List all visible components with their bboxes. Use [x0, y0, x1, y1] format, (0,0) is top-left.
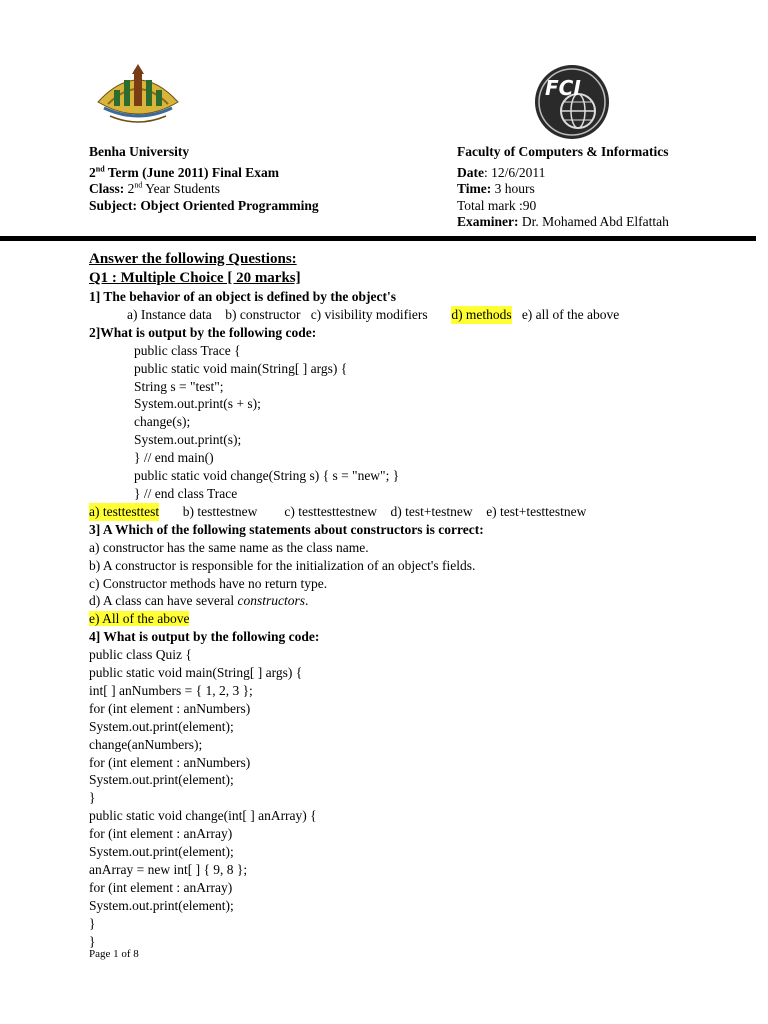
code-line: int[ ] anNumbers = { 1, 2, 3 };	[89, 682, 253, 698]
option-c: c) visibility modifiers	[310, 306, 428, 322]
option-b: b) constructor	[225, 306, 301, 322]
question-3-option-a: a) constructor has the same name as the class name.	[89, 539, 369, 555]
exam-subject: Subject: Object Oriented Programming	[89, 198, 319, 213]
question-3-option-e	[89, 610, 729, 628]
code-line: System.out.print(s + s);	[134, 396, 261, 412]
option-c: c) testtesttestnew	[284, 503, 377, 519]
question-3-option-c: c) Constructor methods have no return type.	[89, 575, 328, 591]
question-2-prompt: 2]What is output by the following code:	[89, 324, 317, 340]
code-line: }	[89, 915, 96, 931]
exam-date: Date: 12/6/2011	[457, 165, 546, 180]
exam-time: Time: 3 hours	[457, 181, 535, 196]
option-a-highlighted: a) testtesttest	[89, 503, 160, 519]
page-number: Page 1 of 8	[89, 948, 139, 960]
option-a: a) Instance data	[127, 306, 212, 322]
fci-logo	[533, 63, 611, 141]
code-line: public static void main(String[ ] args) {	[89, 665, 303, 681]
question-3-prompt: 3] A Which of the following statements about constructors is correct:	[89, 521, 484, 537]
exam-class: Class: 2nd Year Students	[89, 180, 221, 196]
q1-section-title: Q1 : Multiple Choice [ 20 marks]	[89, 270, 301, 286]
code-line: }	[89, 933, 96, 949]
code-line: public class Quiz {	[89, 647, 192, 663]
code-line: System.out.print(s);	[134, 432, 242, 448]
question-3-option-b: b) A constructor is responsible for the initialization of an object's fields.	[89, 557, 476, 573]
code-line: }	[89, 790, 96, 806]
option-e: e) all of the above	[521, 306, 620, 322]
code-line: System.out.print(element);	[89, 718, 234, 734]
benha-university-seal	[94, 64, 182, 134]
code-line: change(anNumbers);	[89, 736, 203, 752]
option-b: b) testtestnew	[182, 503, 258, 519]
code-line: public static void change(String s) { s = "new"; }	[134, 468, 400, 484]
code-line: anArray = new int[ ] { 9, 8 };	[89, 862, 248, 877]
question-1-prompt: 1] The behavior of an object is defined by the object's	[89, 289, 396, 304]
question-2-options	[89, 503, 729, 521]
code-line: public class Trace {	[134, 342, 241, 358]
question-3-option-d: d) A class can have several constructors.	[89, 593, 309, 609]
option-d: d) test+testnew	[390, 503, 473, 519]
code-line: System.out.print(element);	[89, 772, 234, 788]
code-line: } // end main()	[134, 450, 214, 466]
question-4-prompt: 4] What is output by the following code:	[89, 629, 320, 645]
fci-logo-text: FCI	[545, 76, 581, 100]
code-line: public static void main(String[ ] args) {	[134, 360, 348, 376]
code-line: String s = "test";	[134, 378, 224, 394]
option-e: e) test+testtestnew	[486, 503, 587, 519]
code-line: for (int element : anArray)	[89, 879, 233, 895]
university-name: Benha University	[89, 144, 190, 159]
option-d-highlighted: d) methods	[451, 306, 512, 322]
examiner: Examiner: Dr. Mohamed Abd Elfattah	[457, 214, 669, 229]
code-line: } // end class Trace	[134, 485, 238, 501]
code-line: for (int element : anNumbers)	[89, 700, 251, 716]
code-line: System.out.print(element);	[89, 844, 234, 860]
exam-content	[89, 250, 729, 951]
faculty-name: Faculty of Computers & Informatics	[457, 144, 669, 159]
total-mark: Total mark :90	[457, 198, 537, 213]
code-line: public static void change(int[ ] anArray) {	[89, 808, 317, 824]
code-line: change(s);	[134, 414, 191, 430]
instruction-title: Answer the following Questions:	[89, 251, 297, 267]
code-line: for (int element : anArray)	[89, 826, 233, 842]
exam-term: 2nd Term (June 2011) Final Exam	[89, 164, 280, 180]
code-line: for (int element : anNumbers)	[89, 754, 251, 770]
code-line: System.out.print(element);	[89, 897, 234, 913]
question-1-options	[89, 306, 729, 324]
option-e-highlighted: e) All of the above	[89, 611, 190, 627]
header-divider	[0, 236, 756, 241]
